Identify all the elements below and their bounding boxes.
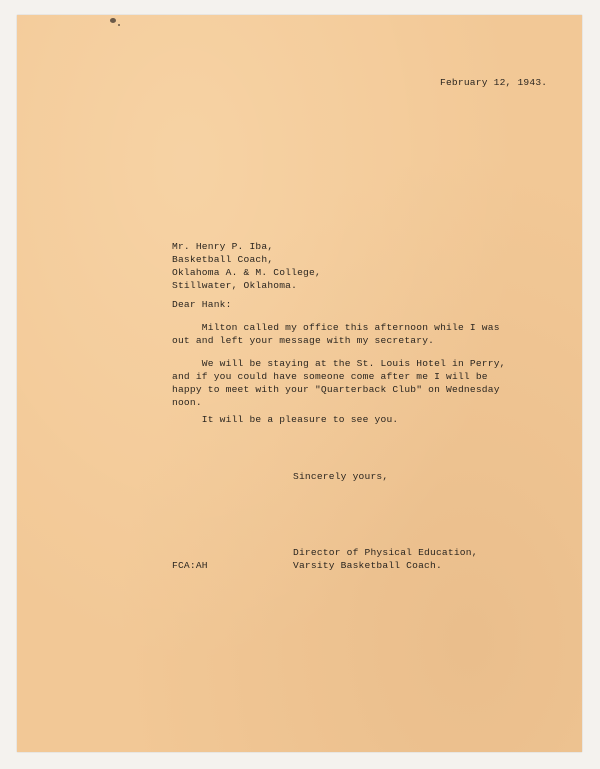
closing: Sincerely yours,	[293, 471, 389, 482]
paper-speck	[118, 24, 120, 26]
body-line: and if you could have someone come after me I will be	[172, 371, 488, 382]
recipient-line: Oklahoma A. & M. College,	[172, 267, 321, 278]
body-line: happy to meet with your "Quarterback Club" on Wednesday	[172, 384, 500, 395]
recipient-line: Basketball Coach,	[172, 254, 274, 265]
paper-speck	[110, 18, 116, 23]
signature-title: Director of Physical Education,	[293, 547, 478, 558]
body-line: out and left your message with my secretary.	[172, 335, 435, 346]
recipient-line: Mr. Henry P. Iba,	[172, 241, 274, 252]
body-line: We will be staying at the St. Louis Hotel in Perry,	[172, 358, 506, 369]
salutation: Dear Hank:	[172, 299, 232, 310]
letter-date: February 12, 1943.	[440, 77, 548, 88]
body-line: noon.	[172, 397, 202, 408]
recipient-line: Stillwater, Oklahoma.	[172, 280, 298, 291]
signature-title: Varsity Basketball Coach.	[293, 560, 442, 571]
body-line: It will be a pleasure to see you.	[172, 414, 399, 425]
reference-initials: FCA:AH	[172, 560, 208, 571]
body-line: Milton called my office this afternoon while I was	[172, 322, 500, 333]
